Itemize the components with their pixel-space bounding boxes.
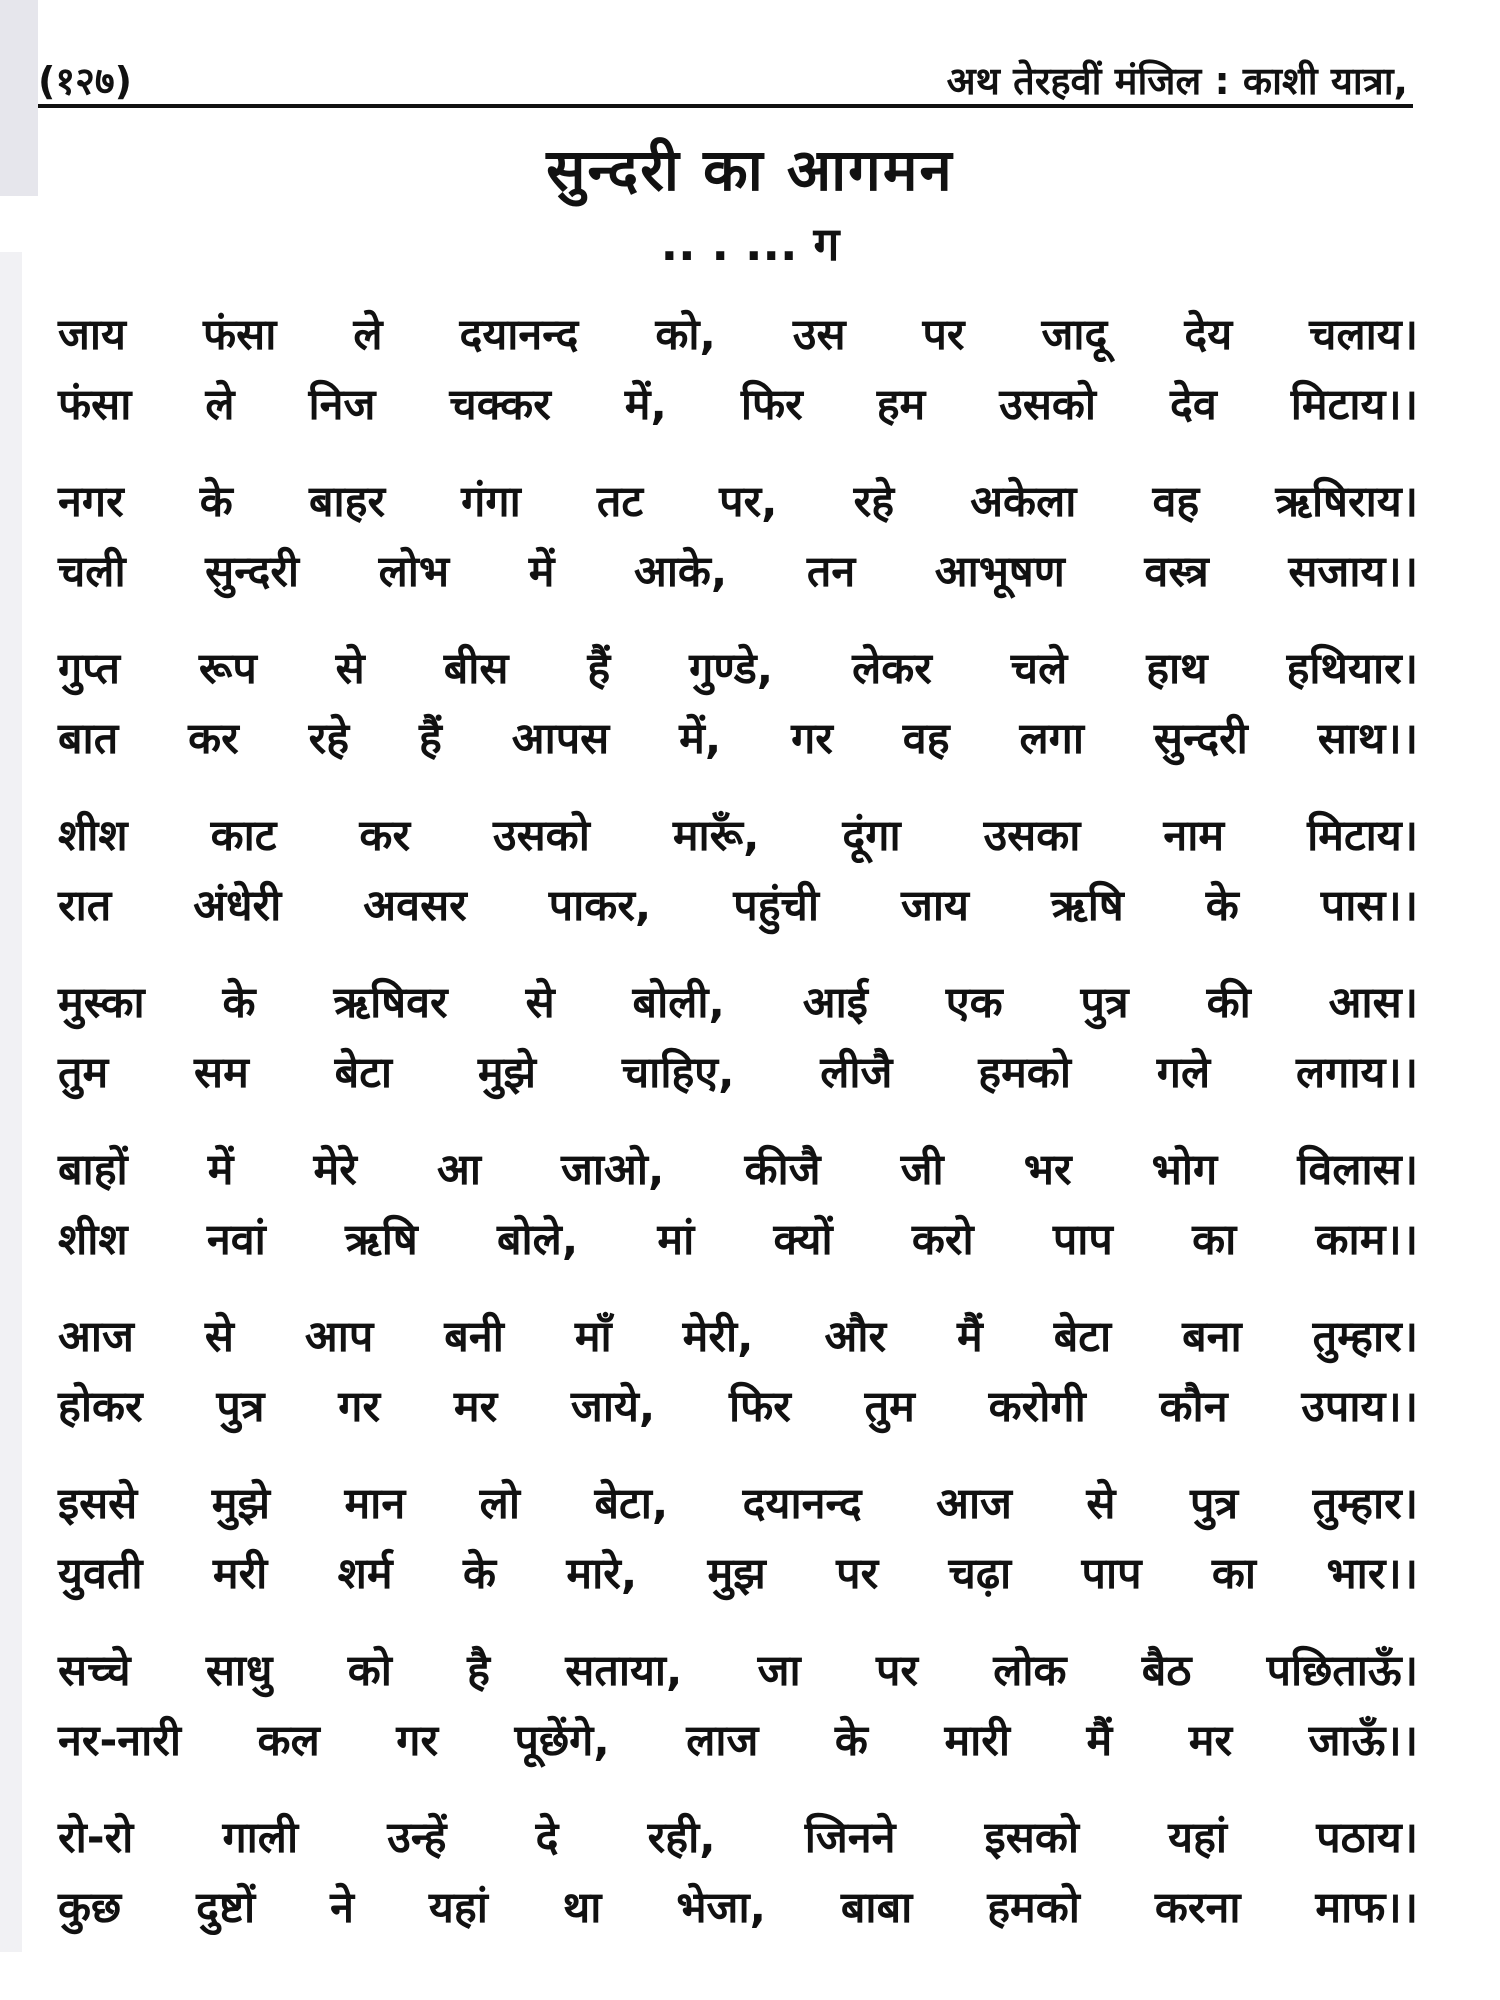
page-header: [38, 48, 1408, 108]
verse-line: नर-नारी कल गर पूछेंगे, लाज के मारी मैं मर जाऊँ।।: [58, 1716, 1418, 1766]
page-title: सुन्दरी का आगमन: [546, 136, 954, 204]
scan-shadow-lower: [0, 252, 22, 1952]
verse-line: सच्चे साधु को है सताया, जा पर लोक बैठ पछिताऊँ।: [58, 1646, 1418, 1696]
verse-line: बाहों में मेरे आ जाओ, कीजै जी भर भोग विलास।: [58, 1145, 1418, 1195]
header-rule: [38, 104, 1413, 108]
stanza: [58, 467, 1418, 634]
verse-line: मुस्का के ऋषिवर से बोली, आई एक पुत्र की आस।: [58, 978, 1418, 1028]
stanza: [58, 801, 1418, 968]
verse-line: रो-रो गाली उन्हें दे रही, जिनने इसको यहां पठाय।: [58, 1813, 1418, 1863]
verse-line: गुप्त रूप से बीस हैं गुण्डे, लेकर चले हाथ हथियार।: [58, 644, 1418, 694]
verse-line: इससे मुझे मान लो बेटा, दयानन्द आज से पुत्र तुम्हार।: [58, 1479, 1418, 1529]
stanza: [58, 634, 1418, 801]
stanza: [58, 300, 1418, 467]
verse-line: होकर पुत्र गर मर जाये, फिर तुम करोगी कौन उपाय।।: [58, 1382, 1418, 1432]
verse-line: फंसा ले निज चक्कर में, फिर हम उसको देव मिटाय।।: [58, 380, 1418, 430]
poem-body: [58, 300, 1418, 1970]
verse-line: रात अंधेरी अवसर पाकर, पहुंची जाय ऋषि के पास।।: [58, 881, 1418, 931]
page-number: (१२७): [38, 59, 133, 103]
verse-line: बात कर रहे हैं आपस में, गर वह लगा सुन्दरी साथ।।: [58, 714, 1418, 764]
verse-line: चली सुन्दरी लोभ में आके, तन आभूषण वस्त्र सजाय।।: [58, 547, 1418, 597]
verse-line: कुछ दुष्टों ने यहां था भेजा, बाबा हमको करना माफ।।: [58, 1883, 1418, 1933]
verse-line: शीश काट कर उसको मारूँ, दूंगा उसका नाम मिटाय।: [58, 811, 1418, 861]
stanza: [58, 1803, 1418, 1970]
running-head: अथ तेरहवीं मंजिल : काशी यात्रा,: [946, 59, 1408, 103]
stanza: [58, 1469, 1418, 1636]
verse-line: तुम सम बेटा मुझे चाहिए, लीजै हमको गले लगाय।।: [58, 1048, 1418, 1098]
verse-line: युवती मरी शर्म के मारे, मुझ पर चढ़ा पाप का भार।।: [58, 1549, 1418, 1599]
stanza: [58, 1636, 1418, 1803]
verse-line: शीश नवां ऋषि बोले, मां क्यों करो पाप का काम।।: [58, 1215, 1418, 1265]
page-subtitle: .. . ... ग: [660, 217, 840, 271]
verse-line: आज से आप बनी माँ मेरी, और मैं बेटा बना तुम्हार।: [58, 1312, 1418, 1362]
stanza: [58, 968, 1418, 1135]
stanza: [58, 1302, 1418, 1469]
verse-line: नगर के बाहर गंगा तट पर, रहे अकेला वह ऋषिराय।: [58, 477, 1418, 527]
verse-line: जाय फंसा ले दयानन्द को, उस पर जादू देय चलाय।: [58, 310, 1418, 360]
stanza: [58, 1135, 1418, 1302]
